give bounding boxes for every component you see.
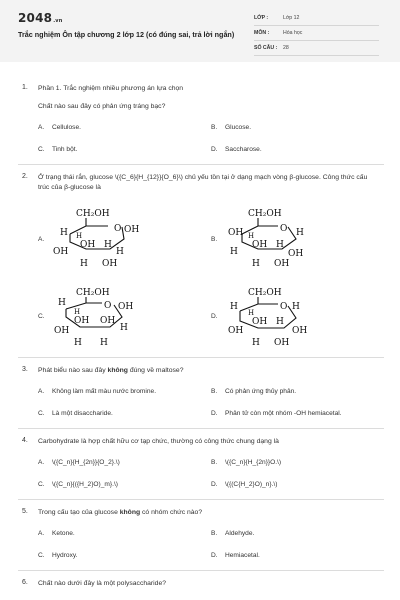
- divider: [18, 499, 384, 500]
- group-label: H: [74, 338, 82, 348]
- question-5-number: 5.: [22, 508, 28, 515]
- group-label: OH: [124, 225, 140, 235]
- group-label: CH₂OH: [248, 288, 282, 298]
- group-label: OH: [252, 240, 268, 250]
- group-label: OH: [274, 259, 290, 269]
- q2-option-b[interactable]: B.: [211, 236, 218, 243]
- group-label: OH: [274, 338, 290, 348]
- q5-option-b[interactable]: B. Aldehyde.: [211, 530, 255, 537]
- site-logo[interactable]: 2048.vn: [18, 11, 63, 25]
- question-4-number: 4.: [22, 437, 28, 444]
- group-label: H: [76, 232, 83, 240]
- question-5-text: Trong cấu tạo của glucose không có nhóm chức nào?: [38, 509, 203, 516]
- group-label: H: [120, 323, 128, 333]
- question-6-text: Chất nào dưới đây là một polysaccharide?: [38, 580, 167, 587]
- q5-option-a[interactable]: A. Ketone.: [38, 530, 75, 537]
- meta-row-subject: [254, 28, 379, 41]
- group-label: H: [248, 309, 255, 317]
- beta-glucose-structure-a: [52, 204, 152, 276]
- q2-option-a[interactable]: A.: [38, 236, 45, 243]
- meta-label: SỐ CÂU :: [254, 45, 278, 51]
- q3-option-c[interactable]: C. Là một disaccharide.: [38, 410, 113, 417]
- group-label: H: [58, 298, 66, 308]
- question-2-text: Ở trạng thái rắn, glucose \({C_6}{H_{12}}{O_6}\) chủ yếu tồn tại ở dạng mạch vòng β-glucose. Công thức cấu trúc của β-glucose là: [38, 174, 368, 191]
- group-label: OH: [252, 317, 268, 327]
- q4-option-c[interactable]: C. \({C_n}{({H_2}O)_m}.\): [38, 481, 118, 488]
- meta-row-class: [254, 13, 379, 26]
- beta-glucose-structure-d: [224, 283, 324, 355]
- group-label: H: [80, 259, 88, 269]
- meta-label: MÔN :: [254, 30, 270, 36]
- meta-row-count: [254, 43, 379, 56]
- question-6-number: 6.: [22, 579, 28, 586]
- group-label: OH: [118, 302, 134, 312]
- page-header: [0, 0, 400, 62]
- question-3-number: 3.: [22, 366, 28, 373]
- group-label: H: [60, 228, 68, 238]
- q5-option-d[interactable]: D. Hemiacetal.: [211, 552, 260, 559]
- beta-glucose-structure-c: [52, 283, 152, 355]
- question-1-text: Chất nào sau đây có phản ứng tráng bạc?: [38, 103, 166, 110]
- group-label: CH₂OH: [76, 288, 110, 298]
- group-label: H: [104, 240, 112, 250]
- group-label: H: [100, 338, 108, 348]
- group-label: OH: [53, 247, 69, 257]
- question-2-number: 2.: [22, 173, 28, 180]
- q3-option-b[interactable]: B. Có phản ứng thủy phân.: [211, 388, 297, 395]
- group-label: OH: [228, 326, 244, 336]
- group-label: OH: [102, 259, 118, 269]
- q5-option-c[interactable]: C. Hydroxy.: [38, 552, 78, 559]
- group-label: CH₂OH: [248, 209, 282, 219]
- group-label: H: [276, 317, 284, 327]
- group-label: OH: [80, 240, 96, 250]
- q3-option-a[interactable]: A. Không làm mất màu nước bromine.: [38, 388, 157, 395]
- section-title: Phần 1. Trắc nghiệm nhiều phương án lựa chọn: [38, 85, 184, 92]
- meta-value: 28: [283, 45, 289, 51]
- q2-option-d[interactable]: D.: [211, 313, 218, 320]
- section-number: 1.: [22, 84, 28, 91]
- q4-option-d[interactable]: D. \({(C{H_2}O)_n}.\): [211, 481, 278, 488]
- ring-oxygen-label: O: [114, 224, 122, 234]
- q4-option-a[interactable]: A. \({C_n}{H_{2n}}{O_2}.\): [38, 459, 120, 466]
- group-label: H: [252, 338, 260, 348]
- group-label: H: [116, 247, 124, 257]
- group-label: OH: [288, 249, 304, 259]
- beta-glucose-structure-b: [224, 204, 324, 276]
- ring-oxygen-label: O: [104, 301, 112, 311]
- question-4-text: Carbohydrate là hợp chất hữu cơ tạp chức, thường có công thức chung dạng là: [38, 438, 279, 445]
- group-label: OH: [292, 326, 308, 336]
- group-label: H: [230, 302, 238, 312]
- group-label: H: [252, 259, 260, 269]
- divider: [18, 357, 384, 358]
- divider: [18, 428, 384, 429]
- group-label: H: [276, 240, 284, 250]
- ring-oxygen-label: O: [280, 302, 288, 312]
- q2-option-c[interactable]: C.: [38, 313, 45, 320]
- group-label: OH: [100, 316, 116, 326]
- q3-option-d[interactable]: D. Phân tử còn một nhóm -OH hemiacetal.: [211, 410, 342, 417]
- group-label: H: [292, 302, 300, 312]
- group-label: OH: [54, 326, 70, 336]
- group-label: OH: [74, 316, 90, 326]
- group-label: CH₂OH: [76, 209, 110, 219]
- group-label: H: [248, 232, 255, 240]
- q4-option-b[interactable]: B. \({C_n}{H_{2n}}O.\): [211, 459, 282, 466]
- meta-label: LỚP :: [254, 15, 269, 21]
- quiz-meta: [254, 13, 379, 58]
- q1-option-a[interactable]: A. Cellulose.: [38, 124, 81, 131]
- meta-value: Hóa học: [283, 30, 303, 36]
- question-3-text: Phát biểu nào sau đây không đúng về maltose?: [38, 367, 184, 374]
- ring-oxygen-label: O: [280, 224, 288, 234]
- quiz-title: Trắc nghiệm Ôn tập chương 2 lớp 12 (có đúng sai, trả lời ngắn): [18, 30, 235, 39]
- q1-option-c[interactable]: C. Tinh bột.: [38, 146, 78, 153]
- q1-option-b[interactable]: B. Glucose.: [211, 124, 252, 131]
- group-label: H: [230, 247, 238, 257]
- divider: [18, 570, 384, 571]
- meta-value: Lớp 12: [283, 15, 300, 21]
- group-label: H: [74, 308, 81, 316]
- group-label: OH: [228, 228, 244, 238]
- divider: [18, 164, 384, 165]
- q1-option-d[interactable]: D. Saccharose.: [211, 146, 262, 153]
- group-label: H: [296, 228, 304, 238]
